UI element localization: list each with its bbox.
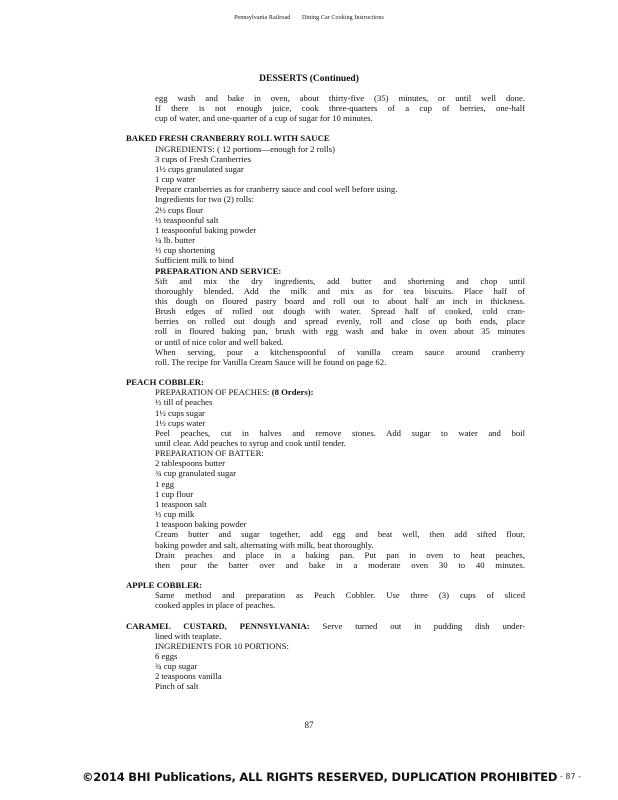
running-header-right: Dining Car Cooking Instructions bbox=[301, 15, 384, 21]
custard-title: CARAMEL CUSTARD, PENNSYLVANIA: bbox=[126, 620, 310, 631]
recipe-title-custard bbox=[126, 621, 525, 631]
body-line: Prepare cranberries as for cranberry sauce and cool well before using. bbox=[155, 184, 398, 195]
body-line: 3 cups of Fresh Cranberries bbox=[155, 153, 252, 164]
body-line: ½ cup milk bbox=[155, 509, 195, 520]
body-line: 2 tablespoons butter bbox=[155, 458, 225, 469]
body-line: berries on rolled out dough and spread evenly, roll and close up both ends, place bbox=[155, 316, 525, 327]
section-title: DESSERTS (Continued) bbox=[259, 74, 359, 84]
running-header bbox=[0, 15, 618, 21]
body-line: roll in floured baking pan, brush with egg wash and bake in oven about 35 minutes bbox=[155, 326, 525, 337]
body-line: Sufficient milk to bind bbox=[155, 255, 234, 266]
body-line: thoroughly blended. Add the milk and mix as for tea biscuits. Place half of bbox=[155, 285, 525, 296]
page-number: 87 bbox=[304, 720, 314, 730]
body-line: Brush edges of rolled out dough with water. Spread half of cooked, cold cran- bbox=[155, 306, 525, 317]
body-line: roll. The recipe for Vanilla Cream Sauce will be found on page 62. bbox=[155, 356, 387, 367]
body-line: then pour the batter over and bake in a moderate oven 30 to 40 minutes. bbox=[155, 559, 525, 570]
body-line: or until of nice color and well baked. bbox=[155, 336, 284, 347]
prep-heading: PREPARATION AND SERVICE: bbox=[155, 265, 282, 276]
body-line: PREPARATION OF BATTER: bbox=[155, 448, 264, 459]
body-line: Sift and mix the dry ingredients, add butter and shortening and chop until bbox=[155, 275, 525, 286]
body-line: Same method and preparation as Peach Cobbler. Use three (3) cups of sliced bbox=[155, 590, 525, 601]
body-line: 1½ cups granulated sugar bbox=[155, 163, 244, 174]
body-line: ¾ cup granulated sugar bbox=[155, 468, 237, 479]
recipe-title-apple: APPLE COBBLER: bbox=[126, 580, 203, 591]
body-line: ¼ lb. butter bbox=[155, 235, 196, 246]
body-line: 6 eggs bbox=[155, 650, 178, 661]
body-line: 1½ cups sugar bbox=[155, 407, 205, 418]
prep-peaches-orders: (8 Orders): bbox=[271, 387, 314, 398]
copyright-footer: ©2014 BHI Publications, ALL RIGHTS RESERVED, DUPLICATION PROHIBITED bbox=[82, 770, 558, 784]
body-line: ¾ cup sugar bbox=[155, 661, 198, 672]
body-line: 1 cup flour bbox=[155, 488, 194, 499]
prep-peaches-label: PREPARATION OF PEACHES: bbox=[155, 387, 272, 398]
body-line: lined with teaplate. bbox=[155, 630, 222, 641]
body-line: cooked apples in place of peaches. bbox=[155, 600, 276, 611]
body-line: 2 teaspoons vanilla bbox=[155, 671, 222, 682]
body-line: Drain peaches and place in a baking pan. Put pan in oven to heat peaches, bbox=[155, 549, 525, 560]
body-line: Ingredients for two (2) rolls: bbox=[155, 194, 254, 205]
body-line: Peel peaches, cut in halves and remove stones. Add sugar to water and boil bbox=[155, 427, 525, 438]
body-line: 1 cup water bbox=[155, 174, 196, 185]
body-line: Cream butter and sugar together, add egg and beat well, then add sifted flour, bbox=[155, 529, 525, 540]
running-header-left: Pennsylvania Railroad bbox=[234, 15, 291, 21]
body-line: Pinch of salt bbox=[155, 681, 199, 692]
body-line: INGREDIENTS FOR 10 PORTIONS: bbox=[155, 640, 289, 651]
footer-page-label: - 87 - bbox=[560, 772, 582, 781]
body-line: cup of water, and one-quarter of a cup of sugar for 10 minutes. bbox=[155, 113, 373, 124]
body-line: ½ teaspoonful salt bbox=[155, 214, 219, 225]
body-line: 1 egg bbox=[155, 478, 175, 489]
body-line: 1 teaspoon baking powder bbox=[155, 519, 247, 530]
body-line: If there is not enough juice, cook three-quarters of a cup of berries, one-half bbox=[155, 103, 525, 114]
body-line: When serving, pour a kitchenspoonful of vanilla cream sauce around cranberry bbox=[155, 346, 525, 357]
body-line: 2½ cups flour bbox=[155, 204, 204, 215]
body-line: this dough on floured pastry board and roll out to about half an inch in thickness. bbox=[155, 295, 525, 306]
body-line: baking powder and salt, alternating with milk, beat thoroughly. bbox=[155, 539, 374, 550]
body-line: ½ cup shortening bbox=[155, 245, 216, 256]
body-line: 1 teaspoonful baking powder bbox=[155, 224, 257, 235]
body-line: 1½ cups water bbox=[155, 417, 206, 428]
body-line: egg wash and bake in oven, about thirty-five (35) minutes, or until well done. bbox=[155, 93, 525, 103]
recipe-title-peach: PEACH COBBLER: bbox=[126, 377, 204, 388]
recipe-title-cranberry: BAKED FRESH CRANBERRY ROLL WITH SAUCE bbox=[126, 133, 330, 144]
body-line: 1 teaspoon salt bbox=[155, 498, 207, 509]
body-line: ½ till of peaches bbox=[155, 397, 213, 408]
custard-title-rest: Serve turned out in pudding dish under- bbox=[309, 620, 525, 631]
prep-peaches-line bbox=[155, 387, 525, 397]
body-line: until clear. Add peaches to syrup and cook until tender. bbox=[155, 438, 346, 448]
body-line: INGREDIENTS: ( 12 portions—enough for 2 rolls) bbox=[155, 143, 336, 154]
page-body bbox=[0, 93, 618, 692]
